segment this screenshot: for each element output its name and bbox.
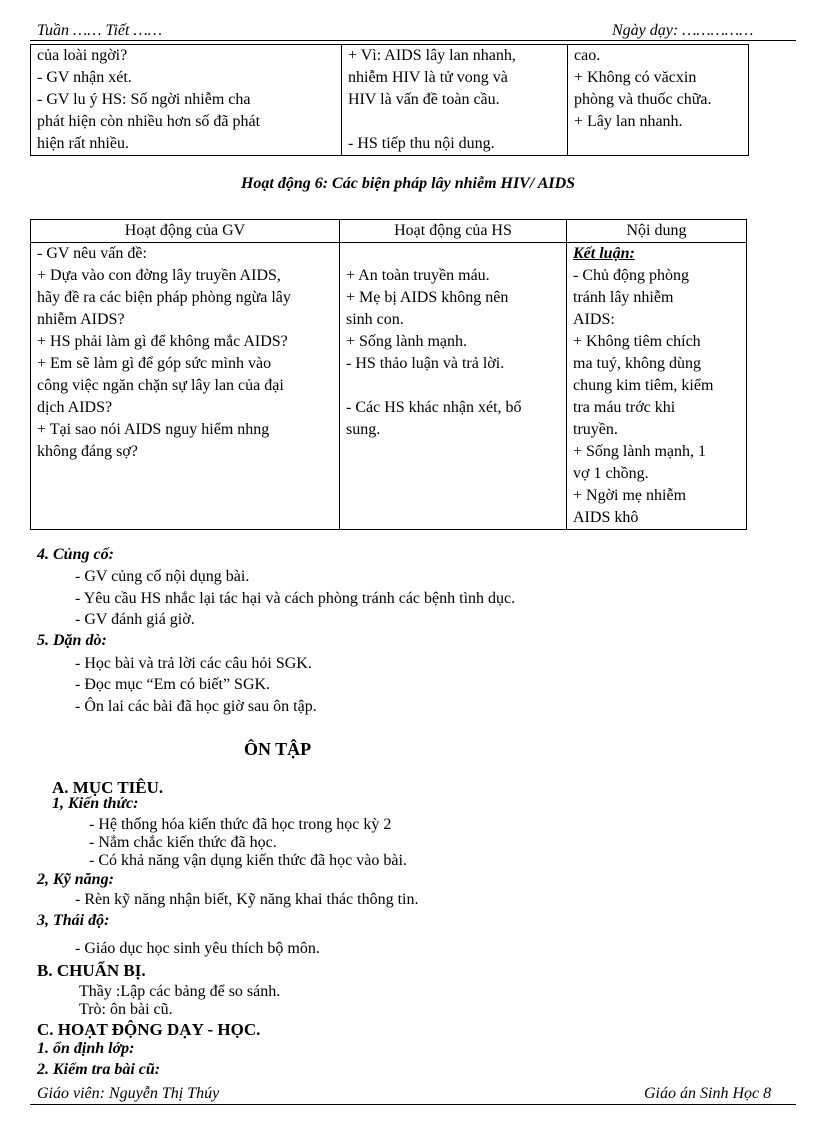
kien-thuc-title: 1, Kiến thức: <box>52 795 139 812</box>
cung-co-title: 4. Củng cố: <box>37 546 114 563</box>
thai-do-title: 3, Thái độ: <box>37 912 110 929</box>
cell-line: + Mẹ bị AIDS không nên <box>346 289 509 306</box>
cell-line: - HS tiếp thu nội dung. <box>348 135 495 152</box>
dan-do-item: - Đọc mục “Em có biết” SGK. <box>75 676 271 693</box>
content-cell <box>568 45 749 156</box>
cell-line: + Tại sao nói AIDS nguy hiểm nhng <box>37 421 270 438</box>
cung-co-item: - GV đánh giá giờ. <box>75 611 195 628</box>
hs-cell <box>342 45 568 156</box>
cell-gap <box>346 375 560 397</box>
cell-line: vợ 1 chồng. <box>573 465 649 482</box>
cell-line: công việc ngăn chặn sự lây lan của đại <box>37 377 284 394</box>
activity-table <box>30 219 747 530</box>
cell-line: sung. <box>346 421 381 438</box>
cell-line: của loài ngời? <box>37 47 128 64</box>
cell-line: nhiễm HIV là tử vong và <box>348 69 508 86</box>
dan-do-item: - Học bài và trả lời các câu hỏi SGK. <box>75 655 312 672</box>
hs-cell <box>340 243 567 530</box>
cell-line: HIV là vấn đề toàn cầu. <box>348 91 500 108</box>
cell-line: tra máu trớc khi <box>573 399 676 416</box>
cung-co-item: - Yêu cầu HS nhắc lại tác hại và cách phòng tránh các bệnh tình dục. <box>75 590 516 607</box>
ky-nang-item: - Rèn kỹ năng nhận biết, Kỹ năng khai thác thông tin. <box>75 891 419 908</box>
muc-tieu-title: A. MỤC TIÊU. <box>52 778 164 797</box>
chuan-bi-item: Thầy :Lập các bảng để so sánh. <box>79 983 281 1000</box>
cell-line: không đáng sợ? <box>37 443 138 460</box>
cell-line: nhiễm AIDS? <box>37 311 125 328</box>
cell-line: hãy đề ra các biện pháp phòng ngừa lây <box>37 289 291 306</box>
cell-line: - GV lu ý HS: Số ngời nhiễm cha <box>37 91 251 108</box>
kien-thuc-item: - Nắm chắc kiến thức đã học. <box>89 834 277 851</box>
cell-line: sinh con. <box>346 311 404 328</box>
cell-line: cao. <box>574 47 601 64</box>
hoat-dong-title: C. HOẠT ĐỘNG DẠY - HỌC. <box>37 1020 261 1039</box>
cell-line: phòng và thuốc chữa. <box>574 91 712 108</box>
gv-cell <box>31 45 342 156</box>
dan-do-title: 5. Dặn dò: <box>37 632 107 649</box>
cell-line: phát hiện còn nhiều hơn số đã phát <box>37 113 261 130</box>
header-rule <box>30 40 796 41</box>
cell-line: truyền. <box>573 421 618 438</box>
cell-gap <box>348 111 561 133</box>
footer-rule <box>30 1104 796 1105</box>
chuan-bi-title: B. CHUẨN BỊ. <box>37 961 146 980</box>
cell-line: + An toàn truyền máu. <box>346 267 490 284</box>
cell-line: dịch AIDS? <box>37 399 113 416</box>
cell-line: + Lây lan nhanh. <box>574 113 683 130</box>
cell-line: AIDS khô <box>573 509 639 526</box>
footer-left: Giáo viên: Nguyễn Thị Thúy <box>37 1085 220 1102</box>
ky-nang-title: 2, Kỹ năng: <box>37 871 114 888</box>
hoat-dong-item: 1. ổn định lớp: <box>37 1040 135 1057</box>
conclusion-title: Kết luận: <box>573 245 635 262</box>
cell-line: + Em sẽ làm gì để góp sức mình vào <box>37 355 272 372</box>
cell-line: ma tuý, không dùng <box>573 355 701 372</box>
cell-line: - GV nhận xét. <box>37 69 132 86</box>
on-tap-title: ÔN TẬP <box>244 739 312 759</box>
thai-do-item: - Giáo dục học sinh yêu thích bộ môn. <box>75 940 320 957</box>
table-row <box>31 243 747 530</box>
footer-right: Giáo án Sinh Học 8 <box>644 1085 772 1102</box>
cell-gap <box>346 243 560 265</box>
table-header-row <box>31 220 747 243</box>
table-row <box>31 45 749 156</box>
kien-thuc-item: - Hệ thống hóa kiến thức đã học trong học kỳ 2 <box>89 816 392 833</box>
cell-line: tránh lây nhiễm <box>573 289 674 306</box>
cell-line: + HS phải làm gì để không mắc AIDS? <box>37 333 288 350</box>
header-content: Nội dung <box>567 220 747 243</box>
cell-line: - Các HS khác nhận xét, bổ <box>346 399 522 416</box>
header-hs: Hoạt động của HS <box>340 220 567 243</box>
continuation-table <box>30 44 749 156</box>
cell-line: + Sống lành mạnh. <box>346 333 468 350</box>
hoat-dong-item: 2. Kiểm tra bài cũ: <box>37 1061 161 1078</box>
chuan-bi-item: Trò: ôn bài cũ. <box>79 1001 173 1018</box>
cell-line: + Ngời mẹ nhiễm <box>573 487 687 504</box>
header-left: Tuần …… Tiết …… <box>37 22 162 39</box>
header-right: Ngày dạy: …………… <box>612 22 754 39</box>
activity6-title: Hoạt động 6: Các biện pháp lây nhiễm HIV/ AIDS <box>240 175 576 192</box>
cell-line: AIDS: <box>573 311 615 328</box>
cell-line: + Vì: AIDS lây lan nhanh, <box>348 47 516 64</box>
cung-co-item: - GV củng cố nội dụng bài. <box>75 568 250 585</box>
cell-line: - Chủ động phòng <box>573 267 689 284</box>
gv-cell <box>31 243 340 530</box>
cell-line: + Sống lành mạnh, 1 <box>573 443 707 460</box>
cell-line: hiện rất nhiều. <box>37 135 129 152</box>
kien-thuc-item: - Có khả năng vận dụng kiến thức đã học vào bài. <box>89 852 407 869</box>
cell-line: + Không có văcxin <box>574 69 697 86</box>
cell-line: - HS thảo luận và trả lời. <box>346 355 505 372</box>
cell-line: - GV nêu vấn đề: <box>37 245 147 262</box>
header-gv: Hoạt động của GV <box>31 220 340 243</box>
cell-line: chung kim tiêm, kiểm <box>573 377 714 394</box>
cell-line: + Không tiêm chích <box>573 333 701 350</box>
content-cell <box>567 243 747 530</box>
cell-line: + Dựa vào con đờng lây truyền AIDS, <box>37 267 281 284</box>
dan-do-item: - Ôn lai các bài đã học giờ sau ôn tập. <box>75 698 317 715</box>
